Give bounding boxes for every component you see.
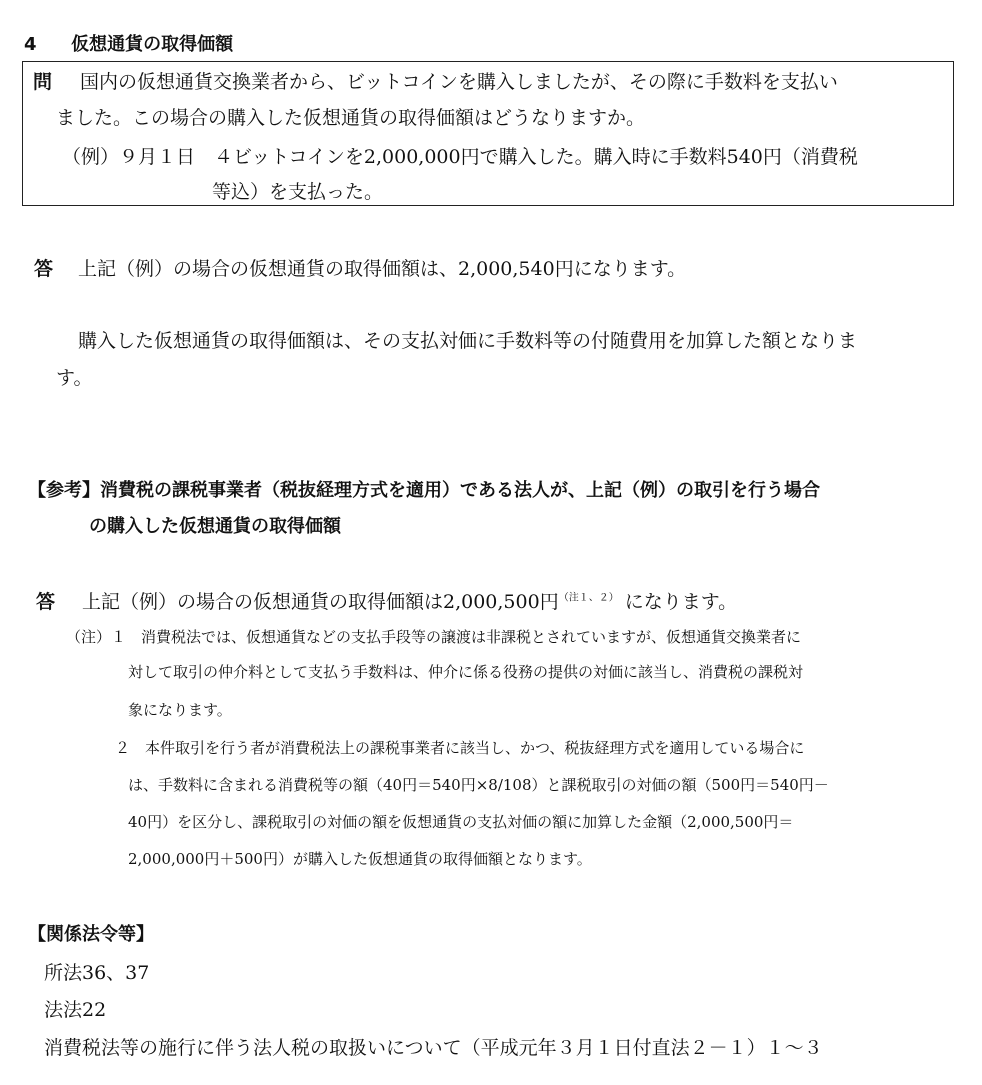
related-law-item: 消費税法等の施行に伴う法人税の取扱いについて（平成元年３月１日付直法２－１）１～３ — [44, 1037, 823, 1059]
answer-marker: 答 — [34, 258, 54, 280]
answer-explanation-line-2: す。 — [56, 367, 93, 389]
note-2-line-1: ２ 本件取引を行う者が消費税法上の課税事業者に該当し、かつ、税抜経理方式を適用している場合に — [115, 739, 805, 757]
answer-explanation-line-1: 購入した仮想通貨の取得価額は、その支払対価に手数料等の付随費用を加算した額となりま — [78, 330, 858, 352]
reference-answer-marker: 答 — [36, 591, 56, 613]
question-example-line-2: 等込）を支払った。 — [212, 181, 384, 203]
section-heading — [24, 30, 233, 56]
note-2-line-4: 2,000,000円＋500円）が購入した仮想通貨の取得価額となります。 — [128, 850, 592, 868]
answer-text: 上記（例）の場合の仮想通貨の取得価額は、2,000,540円になります。 — [78, 258, 687, 280]
section-title: 仮想通貨の取得価額 — [71, 34, 234, 55]
question-line-2: ました。この場合の購入した仮想通貨の取得価額はどうなりますか。 — [56, 107, 646, 129]
reference-answer-text — [82, 587, 737, 614]
question-marker: 問 — [33, 71, 53, 93]
question-line-1: 国内の仮想通貨交換業者から、ビットコインを購入しましたが、その際に手数料を支払い — [80, 71, 838, 93]
related-laws-heading: 【関係法令等】 — [28, 924, 154, 945]
section-number: 4 — [24, 34, 37, 55]
note-2-line-2: は、手数料に含まれる消費税等の額（40円＝540円×8/108）と課税取引の対価の額（500円＝540円－ — [128, 776, 829, 794]
related-law-item: 法法22 — [44, 999, 107, 1021]
note-1-line-1: （注）１ 消費税法では、仮想通貨などの支払手段等の譲渡は非課税とされていますが、仮想通貨交換業者に — [66, 628, 802, 646]
reference-answer-note-ref: （注１、２） — [558, 592, 619, 604]
reference-heading-line-2: の購入した仮想通貨の取得価額 — [89, 516, 341, 537]
reference-answer-text-before: 上記（例）の場合の仮想通貨の取得価額は2,000,500円 — [82, 591, 559, 613]
reference-answer-text-after: になります。 — [624, 591, 738, 613]
note-2-line-3: 40円）を区分し、課税取引の対価の額を仮想通貨の支払対価の額に加算した金額（2,000,500円＝ — [128, 813, 794, 831]
note-1-line-3: 象になります。 — [128, 701, 232, 719]
reference-heading-line-1: 【参考】消費税の課税事業者（税抜経理方式を適用）である法人が、上記（例）の取引を行う場合 — [28, 480, 820, 501]
note-1-line-2: 対して取引の仲介料として支払う手数料は、仲介に係る役務の提供の対価に該当し、消費税の課税対 — [128, 663, 804, 681]
related-law-item: 所法36、37 — [44, 962, 150, 984]
question-example-line-1: （例）９月１日 ４ビットコインを2,000,000円で購入した。購入時に手数料540円（消費税 — [62, 146, 858, 168]
